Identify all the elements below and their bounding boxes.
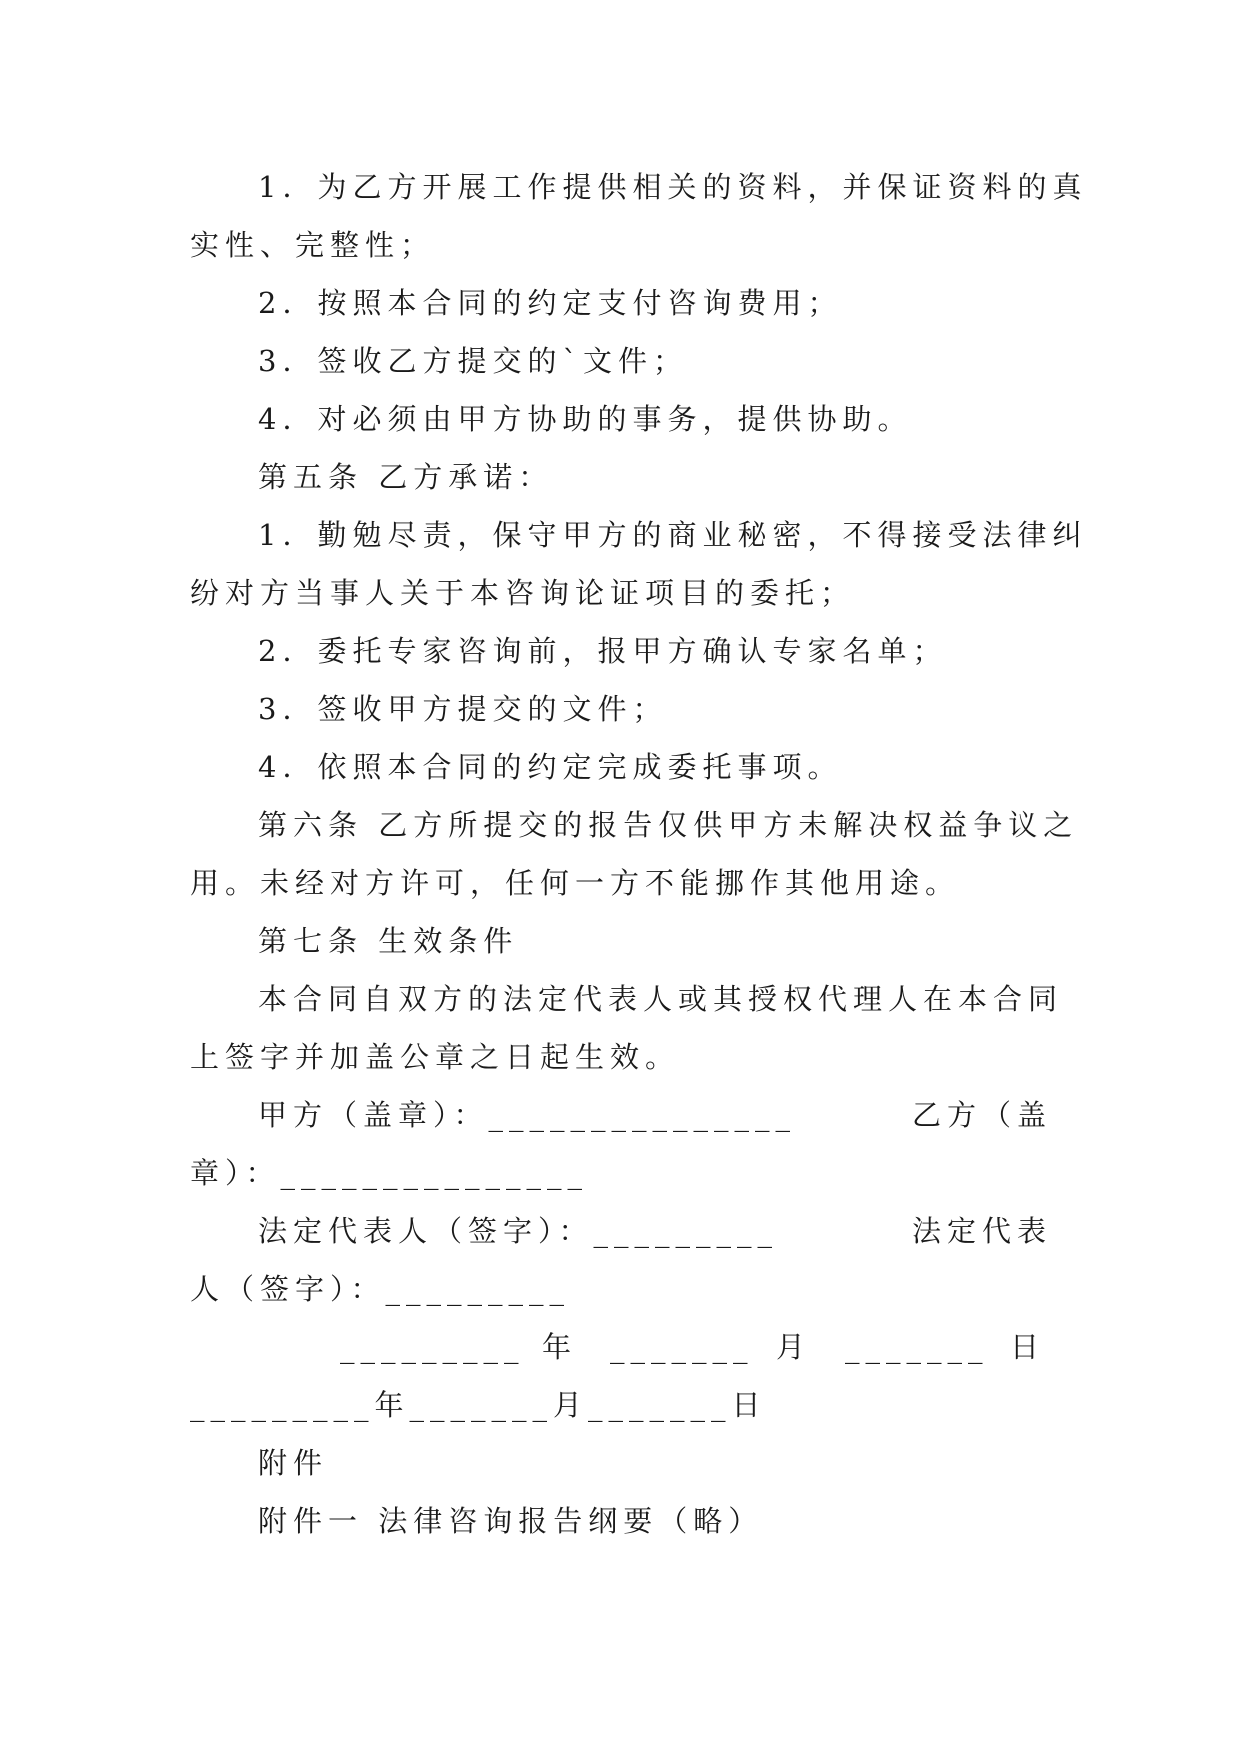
- party-b-seal-start: 乙方（盖: [911, 1098, 1052, 1132]
- article-5-title: 第五条 乙方承诺：: [258, 460, 554, 494]
- duty-1-line-2: 实性、完整性；: [190, 228, 436, 262]
- commitment-1-line-1: 1．勤勉尽责，保守甲方的商业秘密，不得接受法律纠: [258, 518, 1088, 552]
- commitment-3: 3．签收甲方提交的文件；: [258, 692, 668, 726]
- commitment-2: 2．委托专家咨询前，报甲方确认专家名单；: [258, 634, 948, 668]
- date-a-month-blank: _______: [610, 1330, 754, 1364]
- rep-b-start: 法定代表: [911, 1214, 1052, 1248]
- commitment-4: 4．依照本合同的约定完成委托事项。: [258, 750, 843, 784]
- party-a-seal: 甲方（盖章）：_______________: [258, 1098, 797, 1132]
- date-row-a: [190, 1318, 1052, 1376]
- seal-row: [190, 1086, 1052, 1144]
- rep-b-end: 人（签字）：_________: [190, 1272, 571, 1306]
- article-7-title: 第七条 生效条件: [258, 924, 519, 958]
- rep-a: 法定代表人（签字）：_________: [258, 1214, 779, 1248]
- attachments-title: 附件: [258, 1446, 329, 1480]
- article-6-line-2: 用。未经对方许可，任何一方不能挪作其他用途。: [190, 866, 961, 900]
- rep-row: [190, 1202, 1052, 1260]
- attachment-1: 附件一 法律咨询报告纲要（略）: [258, 1504, 764, 1538]
- date-row-b: _________年_______月_______日: [190, 1388, 767, 1422]
- party-b-seal-end: 章）：_______________: [190, 1156, 589, 1190]
- date-a-month: 月: [776, 1330, 812, 1364]
- article-6-line-1: 第六条 乙方所提交的报告仅供甲方未解决权益争议之: [258, 808, 1079, 842]
- date-a-day: 日: [1010, 1330, 1046, 1364]
- document-page: [190, 158, 1088, 1550]
- commitment-1-line-2: 纷对方当事人关于本咨询论证项目的委托；: [190, 576, 856, 610]
- duty-2: 2．按照本合同的约定支付咨询费用；: [258, 286, 843, 320]
- date-a-year-blank: _________: [340, 1330, 525, 1364]
- date-a-year: 年: [542, 1330, 578, 1364]
- duty-1-line-1: 1．为乙方开展工作提供相关的资料，并保证资料的真: [258, 170, 1088, 204]
- duty-3: 3．签收乙方提交的`文件；: [258, 344, 688, 378]
- duty-4: 4．对必须由甲方协助的事务，提供协助。: [258, 402, 913, 436]
- article-7-line-2: 上签字并加盖公章之日起生效。: [190, 1040, 681, 1074]
- article-7-line-1: 本合同自双方的法定代表人或其授权代理人在本合同: [258, 982, 1064, 1016]
- date-a-day-blank: _______: [845, 1330, 989, 1364]
